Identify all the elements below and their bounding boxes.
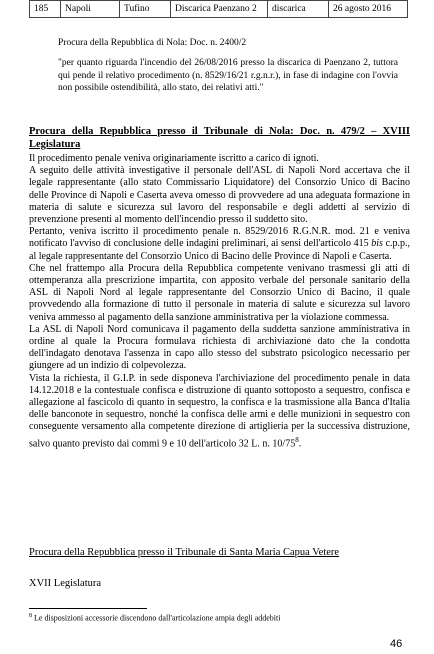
section-heading-nola: Procura della Repubblica presso il Tribunale di Nola: Doc. n. 479/2 – XVIII Legislatura [29,126,410,150]
paragraph-text: Pertanto, veniva iscritto il procedimento penale n. 8529/2016 R.G.N.R. mod. 21 e veniva notificato l'avviso di conclusione delle indagini preliminari, ai sensi dell'articolo 415 [29,226,410,250]
incident-table [29,0,408,18]
section-body [29,153,410,450]
table-cell-site: Discarica Paenzano 2 [171,1,268,18]
paragraph: Che nel frattempo alla Procura della Repubblica competente venivano trasmessi gli atti di ottemperanza alla prescrizione impartita, con apposito verbale del personale sanitario della ASL di Napoli Nord al legale rappresentante del Consorzio Unico di Bacino, il quale provvedendo alla formazione di tutto il personale in materia di salute e sicurezza sul lavoro veniva ammesso al pagamento della sanzione amministrativa per la violazione commessa. [29,262,410,323]
footnote [29,613,280,623]
table-cell-type: discarica [268,1,329,18]
quoted-statement: "per quanto riguarda l'incendio del 26/08/2016 presso la discarica di Paenzano 2, tuttora qui pende il relativo procedimento (n. 8529/16/21 r.g.n.r.), in fase di indagine con l'ovvia non possibile ostendibilità, allo stato, dei relativi atti." [58,58,398,93]
legislatura-label: XVII Legislatura [29,578,102,589]
paragraph-italic: bis [371,238,383,250]
paragraph [29,226,410,263]
footnote-number: 8 [29,613,32,619]
page-number: 46 [390,638,403,650]
table-row [30,1,408,18]
paragraph: La ASL di Napoli Nord comunicava il pagamento della suddetta sanzione amministrativa in ordine al quale la Procura formulava richiesta di archiviazione dato che la condotta dell'indagato denotava l'assenza in capo allo stesso del substrato psicologico necessario per giungere ad un indizio di colpevolezza. [29,323,410,372]
section-heading-santa-maria: Procura della Repubblica presso il Tribunale di Santa Maria Capua Vetere [29,547,340,558]
paragraph: Il procedimento penale veniva originariamente iscritto a carico di ignoti. [29,153,319,164]
paragraph-text: c.p.p., al legale rappresentante del Consorzio Unico di Bacino delle Province di Napoli e Caserta. [29,238,411,262]
footnote-divider [29,608,147,609]
paragraph [29,373,410,451]
table-cell-id: 185 [30,1,61,18]
footnote-text: Le disposizioni accessorie discendono dall'articolazione ampia degli addebiti [34,613,281,623]
paragraph-text: . [298,438,302,449]
paragraph: A seguito delle attività investigative il personale dell'ASL di Napoli Nord accertava che il legale rappresentante (allo stato Commissario Liquidatore) del Consorzio Unico di Bacino delle Province di Napoli e Caserta aveva omesso di provvedere ad una adeguata formazione in materia di salute e sicurezza sul lavoro del responsabile e degli addetti al servizio di prevenzione presenti al momento dell'incendio presso il suddetto sito. [29,165,410,226]
footnote-marker[interactable]: 8 [295,435,299,444]
table-cell-province: Napoli [61,1,120,18]
paragraph-text: Vista la richiesta, il G.I.P. in sede disponeva l'archiviazione del procedimento penale in data 14.12.2018 e la contestuale confisca e distruzione di quanto sottoposto a sequestro, confisca e allegazione al fascicolo di quanto in sequestro, la confisca e la trasmissione alla Banca d'Italia delle banconote in sequestro, nonché la confisca delle armi e delle munizioni in sequestro con conseguente versamento alla competente direzione di artiglieria per la successiva distruzione, salvo quanto previsto dai commi 9 e 10 dell'articolo 32 L. n. 10/75 [29,372,410,449]
document-reference: Procura della Repubblica di Nola: Doc. n. 2400/2 [58,38,247,48]
table-cell-comune: Tufino [120,1,171,18]
table-cell-date: 26 agosto 2016 [329,1,408,18]
